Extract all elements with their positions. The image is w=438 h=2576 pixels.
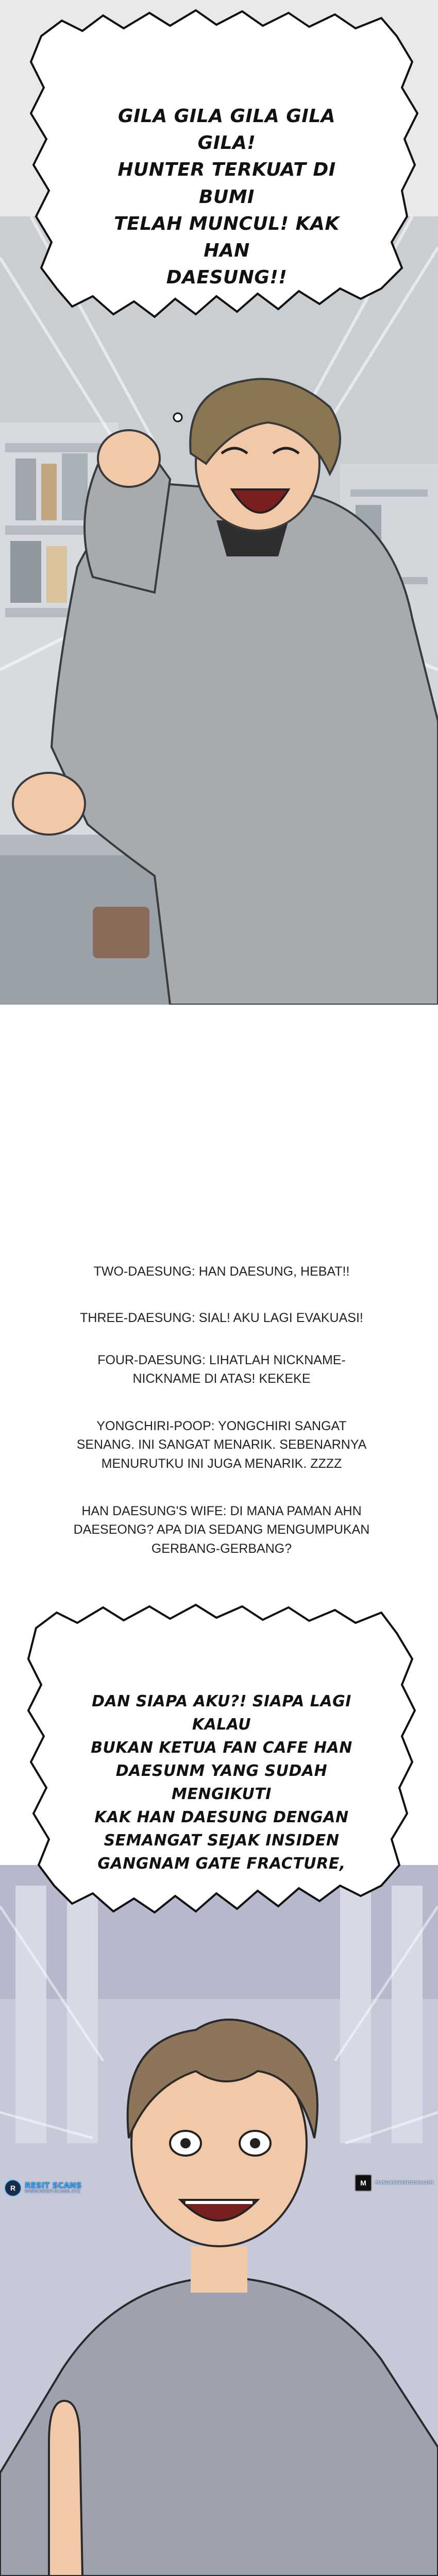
comic-panel-1 xyxy=(0,0,438,1005)
chat-message: TWO-DAESUNG: HAN DAESUNG, HEBAT!! xyxy=(93,1264,350,1279)
chat-message: THREE-DAESUNG: SIAL! AKU LAGI EVAKUASI! xyxy=(80,1311,363,1325)
bubble-2-line: BUKAN KETUA FAN CAFE HAN xyxy=(91,1739,352,1757)
chat-messages xyxy=(0,1005,438,1597)
bubble-1-line: GILA GILA GILA GILA GILA! xyxy=(117,106,336,154)
site-watermark-text: MANGANEWSTODAY.COM xyxy=(375,2180,433,2185)
chat-message: FOUR-DAESUNG: LIHATLAH NICKNAME-NICKNAME DI ATAS! KEKEKE xyxy=(97,1353,346,1386)
bubble-2-line: GANGNAM GATE FRACTURE, xyxy=(97,1855,346,1873)
chat-message: HAN DAESUNG'S WIFE: DI MANA PAMAN AHN DAESEONG? APA DIA SEDANG MENGUMPUKAN GERBANG-GERBANG? xyxy=(73,1504,370,1556)
bubble-2-line: DAN SIAPA AKU?! SIAPA LAGI KALAU xyxy=(92,1692,351,1734)
bubble-1-line: TELAH MUNCUL! KAK HAN xyxy=(114,213,340,261)
bubble-1-line: HUNTER TERKUAT DI BUMI xyxy=(117,159,336,208)
bubble-1-line: DAESUNG!! xyxy=(166,267,288,289)
speech-bubble-2 xyxy=(77,1690,366,1875)
bubble-2-line: SEMANGAT SEJAK INSIDEN xyxy=(104,1832,340,1850)
chat-message: YONGCHIRI-POOP: YONGCHIRI SANGAT SENANG. INI SANGAT MENARIK. SEBENARNYA MENURUTKU INI JUGA MENARIK. ZZZZ xyxy=(76,1419,367,1471)
site-watermark xyxy=(355,2174,433,2192)
scanlator-logo-icon: R xyxy=(4,2179,22,2197)
site-logo-icon: M xyxy=(355,2174,372,2192)
comic-panel-2 xyxy=(0,1597,438,2576)
speech-bubble-1 xyxy=(88,103,366,291)
watermark-title: RESIT SCANS xyxy=(25,2180,82,2190)
bubble-2-line: DAESUNM YANG SUDAH MENGIKUTI xyxy=(115,1762,328,1803)
bubble-2-line: KAK HAN DAESUNG DENGAN xyxy=(94,1808,349,1826)
scanlator-watermark xyxy=(4,2179,81,2197)
watermark-subtitle: WWW.RESIT-SCANS.XYZ xyxy=(25,2189,81,2195)
